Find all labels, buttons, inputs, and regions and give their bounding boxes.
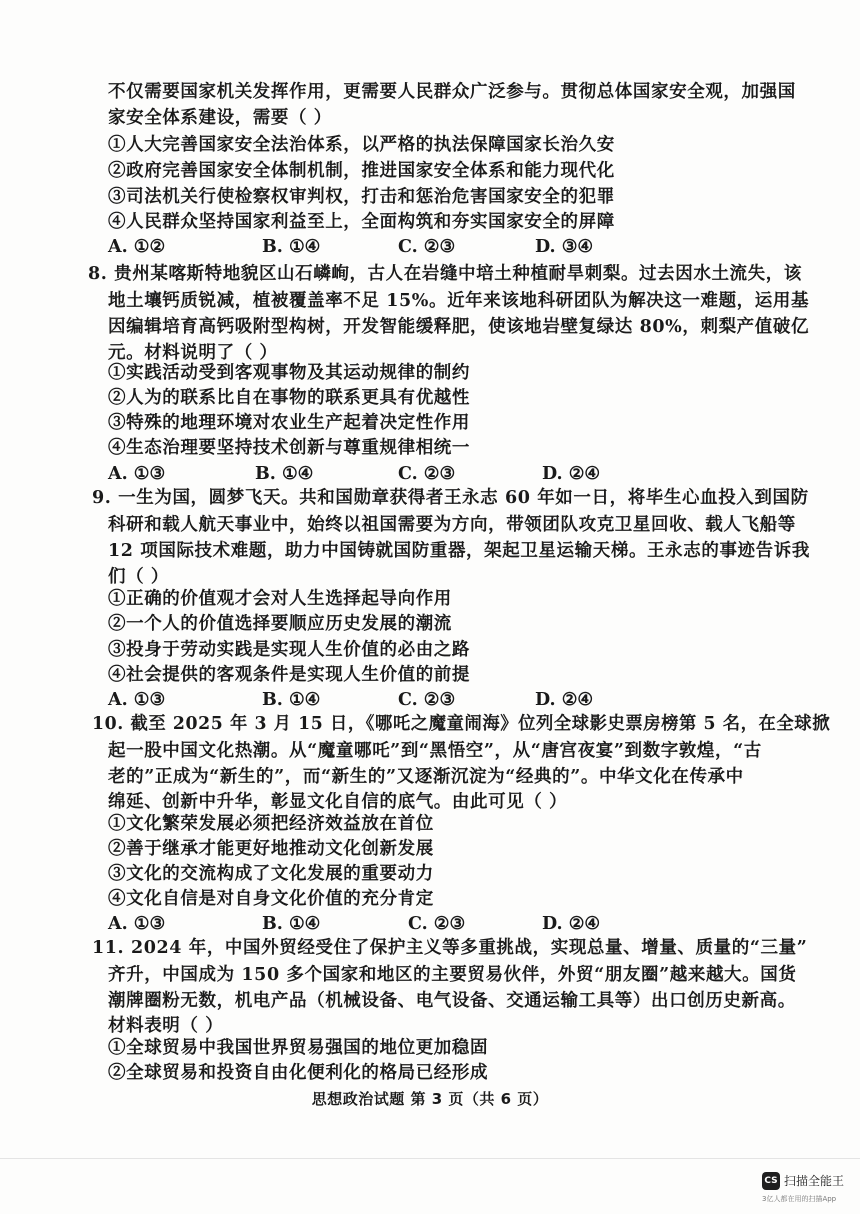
question-stem-line: 绵延、创新中升华，彰显文化自信的底气。由此可见（ ） (108, 792, 568, 812)
question-stem-line: 潮牌圈粉无数，机电产品（机械设备、电气设备、交通运输工具等）出口创历史新高。 (108, 991, 796, 1011)
watermark-tagline: 3亿人都在用的扫描App (762, 1195, 837, 1203)
question-stem-line: 地土壤钙质锐减，植被覆盖率不足 15%。近年来该地科研团队为解决这一难题，运用基 (108, 291, 810, 311)
watermark-brand-name: 扫描全能王 (784, 1174, 845, 1188)
statement-1: ①正确的价值观才会对人生选择起导向作用 (108, 589, 452, 609)
option-a: A. ①③ (108, 464, 166, 484)
statement-2: ②一个人的价值选择要顺应历史发展的潮流 (108, 614, 452, 634)
statement-4: ④人民群众坚持国家利益至上，全面构筑和夯实国家安全的屏障 (108, 212, 615, 232)
statement-2: ②政府完善国家安全体制机制，推进国家安全体系和能力现代化 (108, 161, 615, 181)
option-a: A. ①③ (108, 690, 166, 710)
statement-1: ①全球贸易中我国世界贸易强国的地位更加稳固 (108, 1038, 489, 1058)
question-stem-line: 10. 截至 2025 年 3 月 15 日，《哪吒之魔童闹海》位列全球影史票房榜第 5 名，在全球掀 (92, 714, 831, 734)
question-stem-line: 老的”正成为“新生的”，而“新生的”又逐渐沉淀为“经典的”。中华文化在传承中 (108, 767, 744, 787)
statement-3: ③文化的交流构成了文化发展的重要动力 (108, 864, 434, 884)
question-stem-line: 因编辑培育高钙吸附型构树，开发智能缓释肥，使该地岩壁复绿达 80%，刺梨产值破亿 (108, 317, 810, 337)
statement-3: ③投身于劳动实践是实现人生价值的必由之路 (108, 640, 470, 660)
statement-3: ③司法机关行使检察权审判权，打击和惩治危害国家安全的犯罪 (108, 187, 615, 207)
statement-1: ①人大完善国家安全法治体系，以严格的执法保障国家长治久安 (108, 135, 615, 155)
option-d: D. ③④ (535, 237, 594, 257)
option-a: A. ①② (108, 237, 166, 257)
option-d: D. ②④ (542, 464, 601, 484)
question-stem-line: 11. 2024 年，中国外贸经受住了保护主义等多重挑战，实现总量、增量、质量的“三量” (92, 938, 808, 958)
page-footer: 思想政治试题 第 3 页（共 6 页） (311, 1090, 549, 1108)
question-stem-line: 不仅需要国家机关发挥作用，更需要人民群众广泛参与。贯彻总体国家安全观，加强国 (108, 82, 796, 102)
statement-2: ②善于继承才能更好地推动文化创新发展 (108, 839, 434, 859)
statement-3: ③特殊的地理环境对农业生产起着决定性作用 (108, 413, 470, 433)
option-d: D. ②④ (542, 914, 601, 934)
option-c: C. ②③ (398, 464, 456, 484)
question-stem-line: 科研和载人航天事业中，始终以祖国需要为方向，带领团队攻克卫星回收、载人飞船等 (108, 515, 796, 535)
option-c: C. ②③ (398, 237, 456, 257)
statement-4: ④社会提供的客观条件是实现人生价值的前提 (108, 665, 470, 685)
question-stem-line: 们（ ） (108, 567, 169, 587)
option-b: B. ①④ (255, 464, 314, 484)
option-d: D. ②④ (535, 690, 594, 710)
question-stem-line: 8. 贵州某喀斯特地貌区山石嶙峋，古人在岩缝中培土种植耐旱刺梨。过去因水土流失，该 (88, 264, 802, 284)
question-stem-line: 12 项国际技术难题，助力中国铸就国防重器，架起卫星运输天梯。王永志的事迹告诉我 (108, 541, 810, 561)
statement-2: ②人为的联系比自在事物的联系更具有优越性 (108, 388, 470, 408)
statement-2: ②全球贸易和投资自由化便利化的格局已经形成 (108, 1063, 489, 1083)
option-b: B. ①④ (262, 237, 321, 257)
statement-1: ①文化繁荣发展必须把经济效益放在首位 (108, 814, 434, 834)
scanner-watermark (762, 1171, 858, 1211)
divider (0, 1158, 860, 1159)
camscanner-logo-icon: CS (762, 1172, 780, 1190)
question-stem-line: 9. 一生为国，圆梦飞天。共和国勋章获得者王永志 60 年如一日，将毕生心血投入到国防 (92, 488, 809, 508)
question-stem-line: 元。材料说明了（ ） (108, 343, 278, 363)
option-b: B. ①④ (262, 690, 321, 710)
question-stem-line: 材料表明（ ） (108, 1016, 224, 1036)
statement-4: ④生态治理要坚持技术创新与尊重规律相统一 (108, 438, 470, 458)
option-c: C. ②③ (408, 914, 466, 934)
option-a: A. ①③ (108, 914, 166, 934)
option-c: C. ②③ (398, 690, 456, 710)
statement-4: ④文化自信是对自身文化价值的充分肯定 (108, 889, 434, 909)
question-stem-line: 家安全体系建设，需要（ ） (108, 108, 332, 128)
question-stem-line: 起一股中国文化热潮。从“魔童哪吒”到“黑悟空”，从“唐宫夜宴”到数字敦煌，“古 (108, 741, 762, 761)
question-stem-line: 齐升，中国成为 150 多个国家和地区的主要贸易伙伴，外贸“朋友圈”越来越大。国货 (108, 965, 797, 985)
statement-1: ①实践活动受到客观事物及其运动规律的制约 (108, 363, 470, 383)
option-b: B. ①④ (262, 914, 321, 934)
